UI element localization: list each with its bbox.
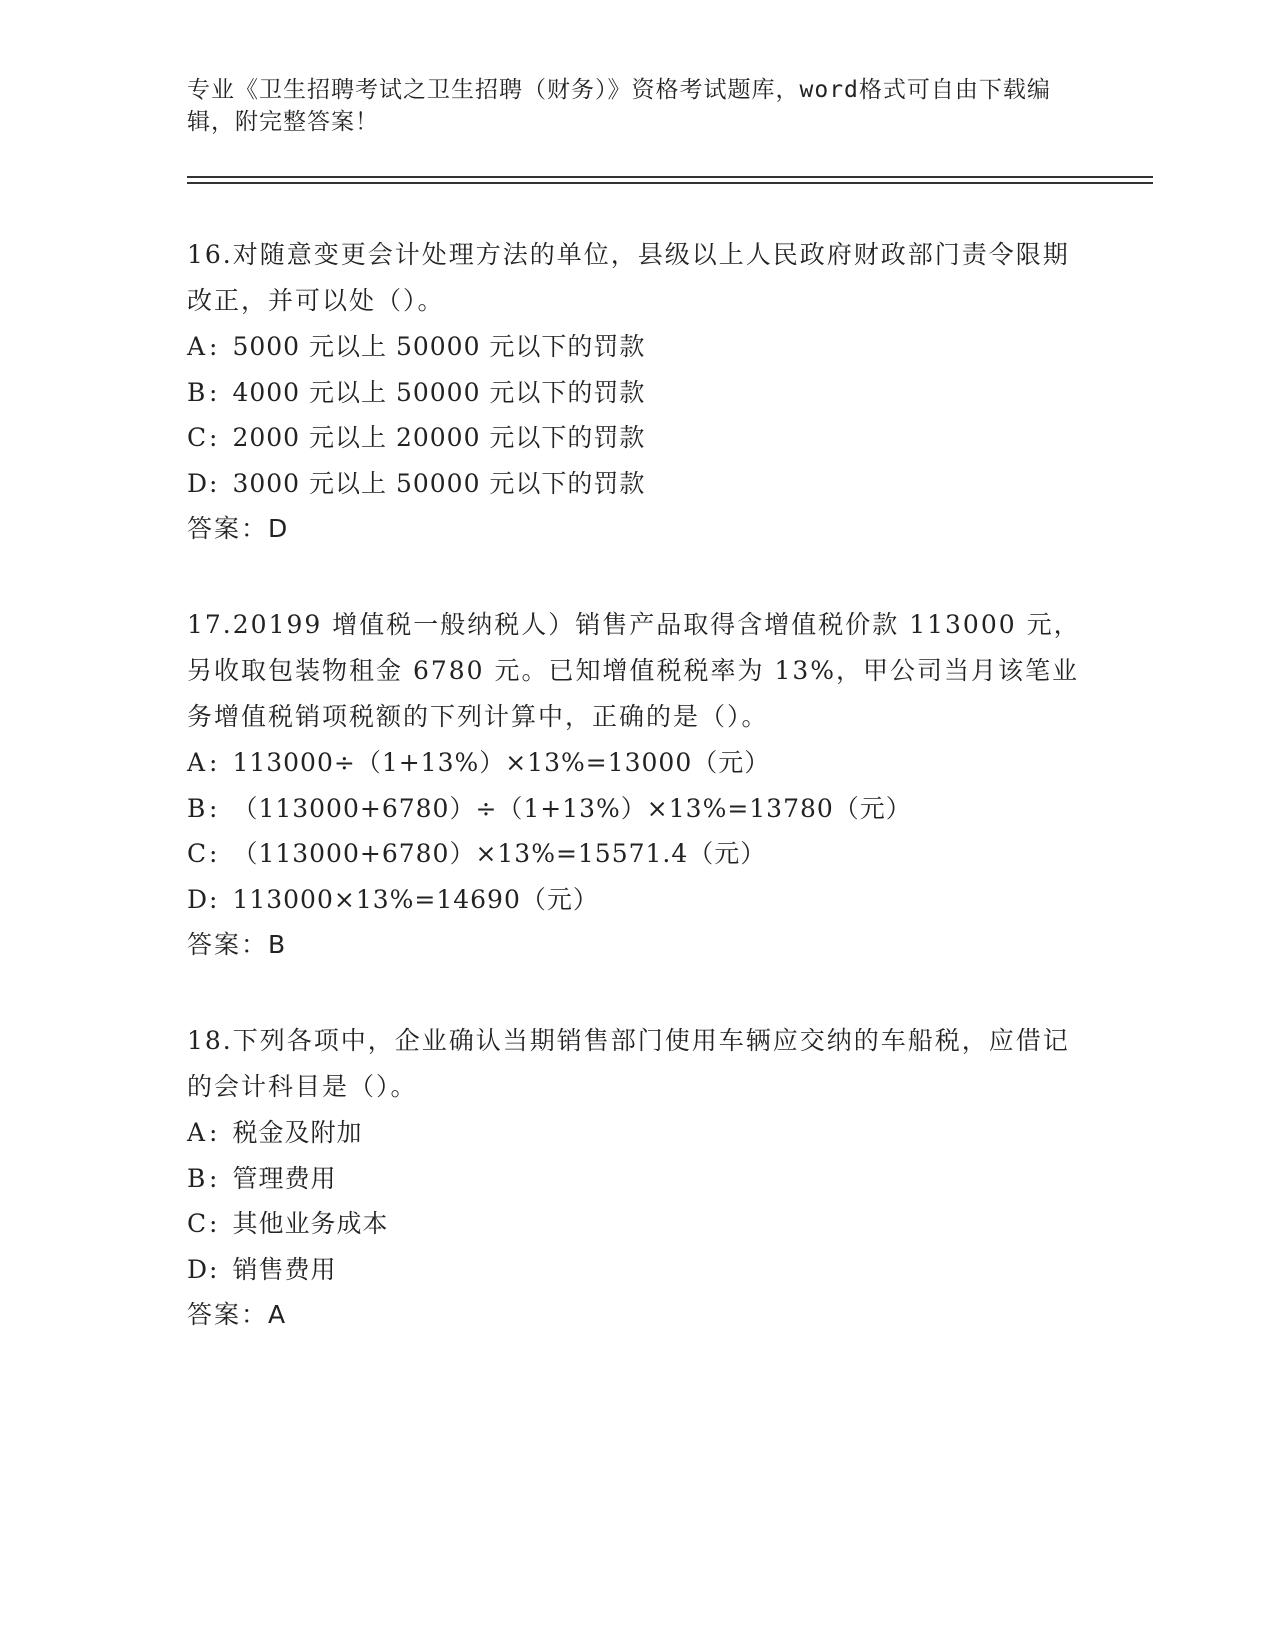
question-list <box>187 232 1087 1388</box>
question-16 <box>187 232 1087 552</box>
option-text: 113000÷（1+13%）×13%=13000（元） <box>232 748 771 777</box>
option-c: C: 其他业务成本 <box>187 1201 1087 1247</box>
option-c: C: 2000 元以上 20000 元以下的罚款 <box>187 415 1087 461</box>
answer-label: 答案： <box>187 1300 269 1329</box>
header-divider-top <box>187 176 1153 178</box>
option-letter: D <box>187 884 209 914</box>
option-text: 113000×13%=14690（元） <box>232 884 599 914</box>
answer-line <box>187 506 1087 552</box>
option-text: 2000 元以上 20000 元以下的罚款 <box>232 423 646 452</box>
option-letter: A <box>187 748 207 777</box>
option-letter: B <box>187 377 207 407</box>
option-text: （113000+6780）÷（1+13%）×13%=13780（元） <box>232 793 912 823</box>
question-number: 18. <box>187 1026 233 1055</box>
option-a: A : 5000 元以上 50000 元以下的罚款 <box>187 324 1087 370</box>
option-c: C: （113000+6780）×13%=15571.4（元） <box>187 831 1087 877</box>
option-letter: D <box>187 1254 209 1284</box>
option-letter: C <box>187 1209 208 1238</box>
header-divider-bottom <box>187 182 1153 184</box>
option-letter: C <box>187 839 208 868</box>
option-text: 管理费用 <box>232 1163 337 1193</box>
option-b: B : 4000 元以上 50000 元以下的罚款 <box>187 370 1087 416</box>
option-d: D: 销售费用 <box>187 1247 1087 1293</box>
answer-value: B <box>268 930 288 959</box>
option-text: 其他业务成本 <box>232 1209 389 1238</box>
question-17 <box>187 602 1087 968</box>
option-text: 3000 元以上 50000 元以下的罚款 <box>232 468 646 498</box>
option-b: B : 管理费用 <box>187 1156 1087 1202</box>
question-text: 对随意变更会计处理方法的单位，县级以上人民政府财政部门责令限期改正，并可以处（）。 <box>187 240 1070 315</box>
option-d: D: 113000×13%=14690（元） <box>187 877 1087 923</box>
option-a: A : 113000÷（1+13%）×13%=13000（元） <box>187 740 1087 786</box>
answer-value: D <box>268 514 290 543</box>
option-letter: D <box>187 468 209 498</box>
answer-value: A <box>268 1300 288 1329</box>
question-number: 17. <box>187 610 233 639</box>
option-a: A : 税金及附加 <box>187 1110 1087 1156</box>
question-stem <box>187 1018 1087 1110</box>
answer-line <box>187 1292 1087 1338</box>
option-text: 销售费用 <box>232 1254 337 1284</box>
option-letter: B <box>187 793 207 823</box>
question-18 <box>187 1018 1087 1338</box>
option-text: 4000 元以上 50000 元以下的罚款 <box>232 377 646 407</box>
option-letter: B <box>187 1163 207 1193</box>
question-number: 16. <box>187 240 233 269</box>
header-note: 专业《卫生招聘考试之卫生招聘（财务）》资格考试题库，word格式可自由下载编辑，附完整答案！ <box>187 77 1051 135</box>
option-text: 税金及附加 <box>232 1118 363 1147</box>
option-letter: A <box>187 1118 207 1147</box>
question-text: 20199 增值税一般纳税人）销售产品取得含增值税价款 113000 元，另收取包装物租金 6780 元。已知增值税税率为 13%，甲公司当月该笔业务增值税销项税额的下列计算中，正确的是（）。 <box>187 610 1081 731</box>
option-b: B : （113000+6780）÷（1+13%）×13%=13780（元） <box>187 786 1087 832</box>
question-stem <box>187 602 1087 740</box>
answer-label: 答案： <box>187 514 269 543</box>
option-text: 5000 元以上 50000 元以下的罚款 <box>232 332 646 361</box>
option-d: D: 3000 元以上 50000 元以下的罚款 <box>187 461 1087 507</box>
option-letter: C <box>187 423 208 452</box>
option-letter: A <box>187 332 207 361</box>
question-stem <box>187 232 1087 324</box>
question-text: 下列各项中，企业确认当期销售部门使用车辆应交纳的车船税，应借记的会计科目是（）。 <box>187 1026 1070 1101</box>
answer-label: 答案： <box>187 930 269 959</box>
option-text: （113000+6780）×13%=15571.4（元） <box>232 839 767 868</box>
answer-line <box>187 922 1087 968</box>
